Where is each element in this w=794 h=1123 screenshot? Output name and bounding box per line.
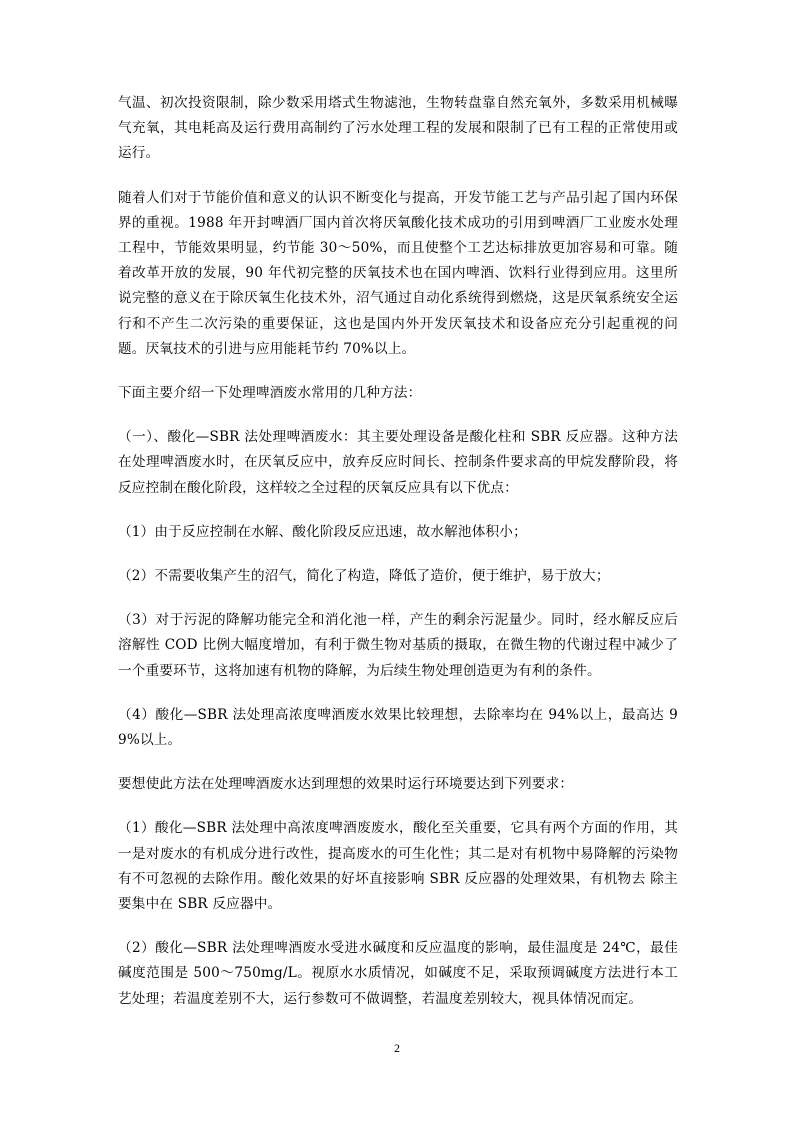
paragraph-requirements-intro: 要想使此方法在处理啤酒废水达到理想的效果时运行环境要达到下列要求： [118, 776, 574, 793]
paragraph-requirement-2: （2）酸化—SBR 法处理啤酒废水受进水碱度和反应温度的影响，最佳温度是 24℃，最佳碱度范围是 500～750mg/L。视原水水质情况，如碱度不足，采取预调碱度方法进行本工艺处理；若温度差别不大，运行参数可不做调整，若温度差别较大，视具体情况而定。 [118, 940, 678, 1007]
document-body [118, 91, 678, 1031]
paragraph-advantage-3: （3）对于污泥的降解功能完全和消化池一样，产生的剩余污泥量少。同时，经水解反应后溶解性 COD 比例大幅度增加，有利于微生物对基质的摄取，在微生物的代谢过程中减少了一个重要环节，这将加速有机物的降解，为后续生物处理创造更为有利的条件。 [118, 612, 678, 679]
paragraph-intro-continuation: 气温、初次投资限制，除少数采用塔式生物滤池，生物转盘靠自然充氧外，多数采用机械曝气充氧，其电耗高及运行费用高制约了污水处理工程的发展和限制了已有工程的正常使用或运行。 [118, 95, 678, 162]
paragraph-advantage-4: （4）酸化—SBR 法处理高浓度啤酒废水效果比较理想，去除率均在 94%以上，最高达 99%以上。 [118, 706, 678, 749]
page-number: 2 [394, 1041, 400, 1055]
paragraph-requirement-1: （1）酸化—SBR 法处理中高浓度啤酒废废水，酸化至关重要，它具有两个方面的作用，其一是对废水的有机成分进行改性，提高废水的可生化性；其二是对有机物中易降解的污染物有不可忽视的去除作用。酸化效果的好坏直接影响 SBR 反应器的处理效果，有机物去 除主要集中在 SBR 反应器中。 [118, 820, 678, 913]
paragraph-methods-intro: 下面主要介绍一下处理啤酒废水常用的几种方法： [118, 385, 422, 402]
paragraph-advantage-2: （2）不需要收集产生的沼气，简化了构造，降低了造价，便于维护，易于放大； [118, 568, 610, 585]
paragraph-energy-saving: 随着人们对于节能价值和意义的认识不断变化与提高，开发节能工艺与产品引起了国内环保界的重视。1988 年开封啤酒厂国内首次将厌氧酸化技术成功的引用到啤酒厂工业废水处理工程中，节能效果明显，约节能 30～50%，而且使整个工艺达标排放更加容易和可靠。随着改革开放的发展，90 年代初完整的厌氧技术也在国内啤酒、饮料行业得到应用。这里所说完整的意义在于除厌氧生化技术外，沼气通过自动化系统得到燃烧，这是厌氧系统安全运行和不产生二次污染的重要保证，这也是国内外开发厌氧技术和设备应充分引起重视的问题。厌氧技术的引进与应用能耗节约 70%以上。 [118, 189, 678, 357]
paragraph-method-one: （一）、酸化—SBR 法处理啤酒废水：其主要处理设备是酸化柱和 SBR 反应器。这种方法在处理啤酒废水时，在厌氧反应中，放弃反应时间长、控制条件要求高的甲烷发酵阶段，将反应控制在酸化阶段，这样较之全过程的厌氧反应具有以下优点： [118, 429, 678, 496]
paragraph-advantage-1: （1）由于反应控制在水解、酸化阶段反应迅速，故水解池体积小； [118, 523, 527, 540]
